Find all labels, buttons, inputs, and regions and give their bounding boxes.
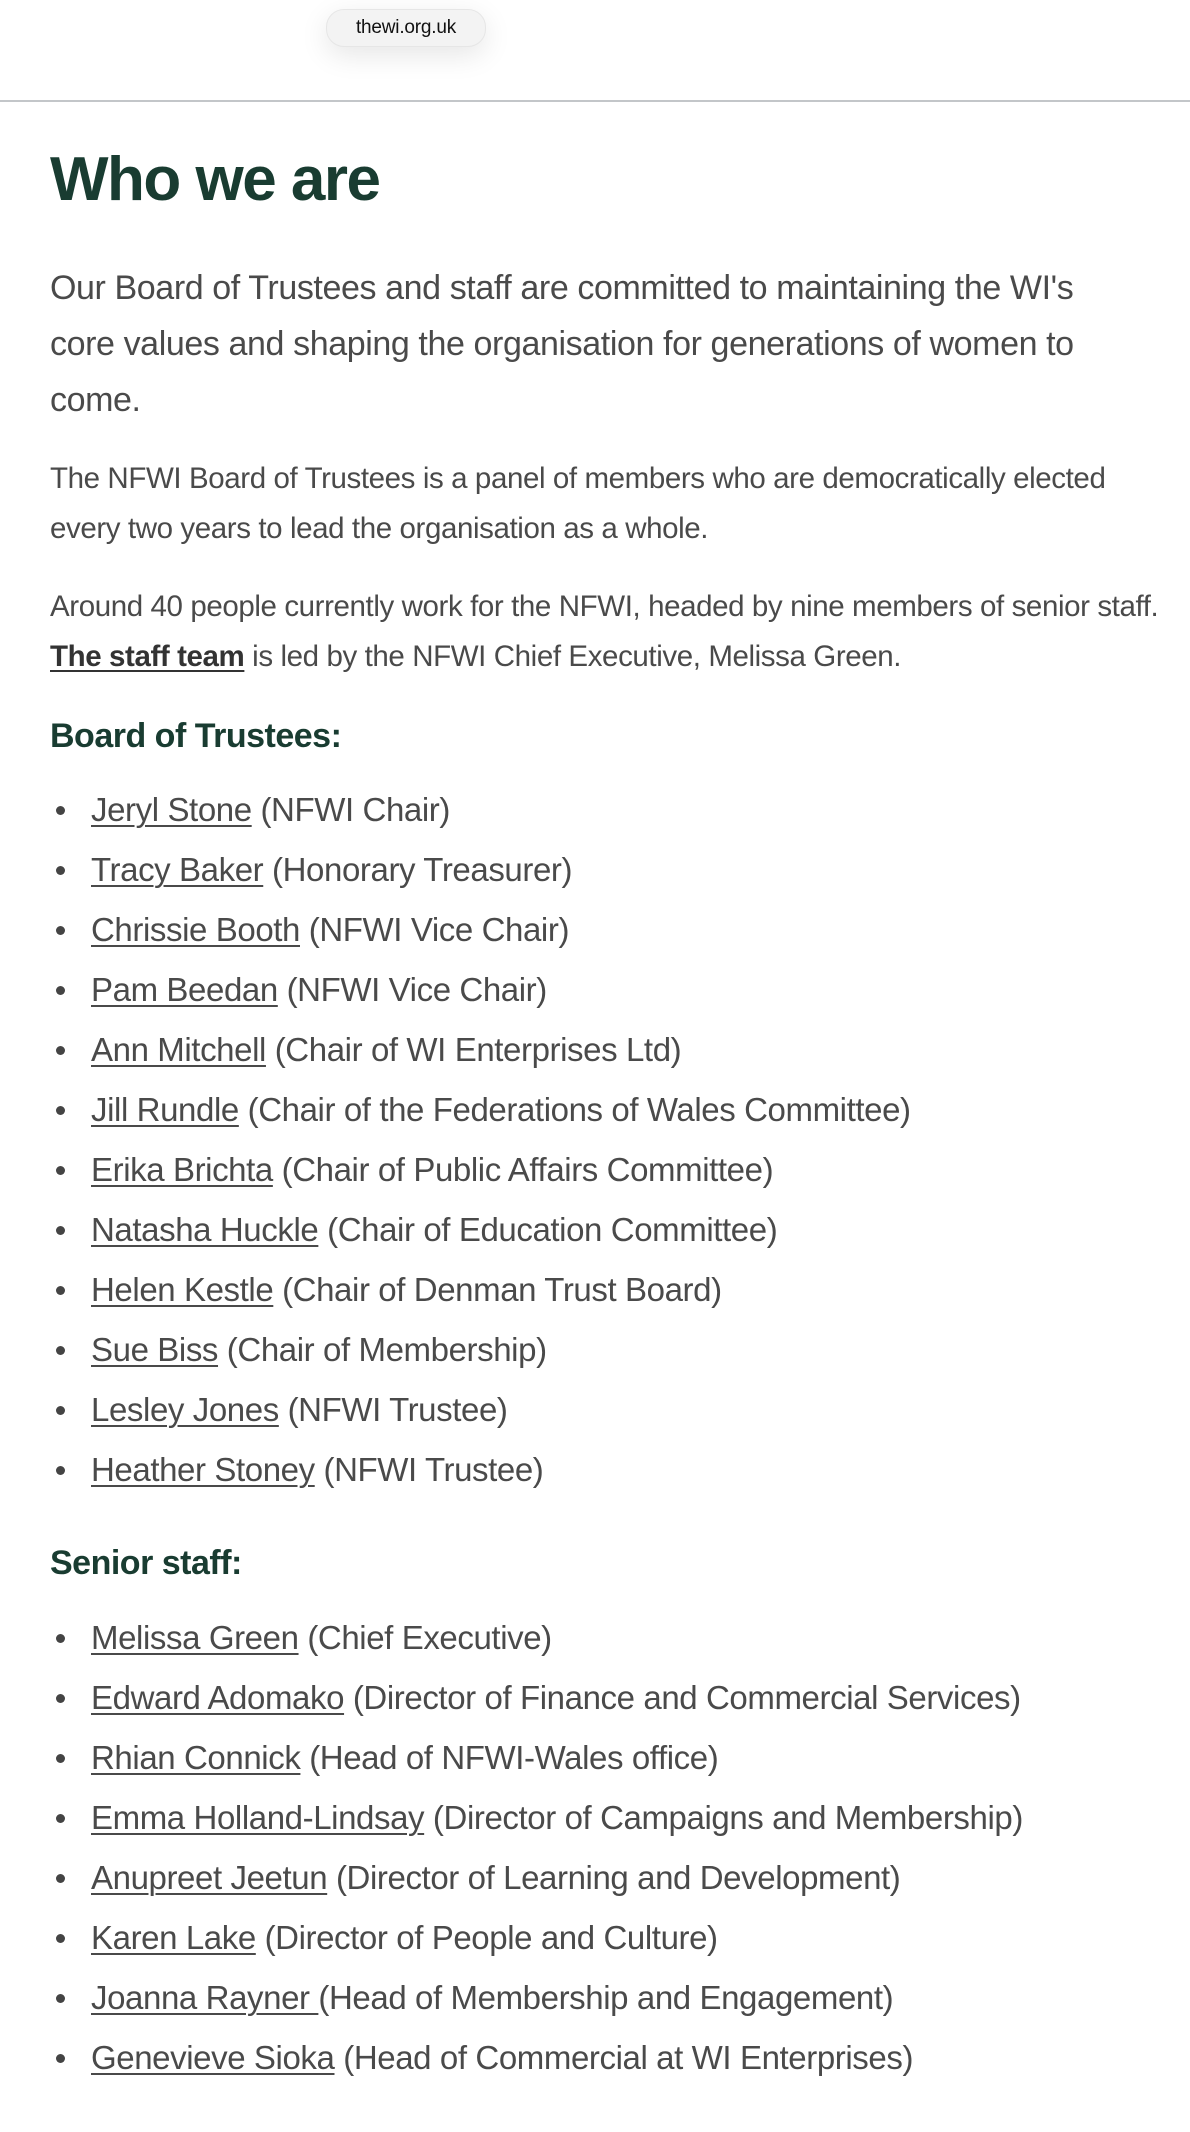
person-link[interactable]: Pam Beedan	[91, 971, 278, 1008]
bullet-icon	[56, 1754, 65, 1763]
trustee-list-item	[50, 1260, 1160, 1320]
trustee-list-item	[50, 1440, 1160, 1500]
staff-team-link[interactable]: The staff team	[50, 640, 245, 673]
staff-intro-text: Around 40 people currently work for the NFWI, headed by nine members of senior staff.	[50, 590, 1159, 623]
person-role: (Chair of Denman Trust Board)	[273, 1271, 722, 1308]
person-role: (NFWI Trustee)	[314, 1451, 544, 1488]
trustee-list-item	[50, 960, 1160, 1020]
staff-intro-text-end: is led by the NFWI Chief Executive, Melissa Green.	[244, 640, 902, 673]
staff-list-item	[50, 1908, 1160, 1968]
url-bar[interactable]	[326, 9, 486, 47]
trustee-list-item	[50, 780, 1160, 840]
staff-list-item	[50, 1848, 1160, 1908]
person-link[interactable]: Tracy Baker	[91, 851, 264, 888]
person-link[interactable]: Edward Adomako	[91, 1679, 345, 1716]
bullet-icon	[56, 926, 65, 935]
person-link[interactable]: Emma Holland-Lindsay	[91, 1799, 425, 1836]
person-role: (Director of Finance and Commercial Services)	[344, 1679, 1021, 1716]
person-role: (Head of Membership and Engagement)	[318, 1979, 894, 2016]
person-role: (NFWI Vice Chair)	[300, 911, 570, 948]
trustees-intro-paragraph: The NFWI Board of Trustees is a panel of members who are democratically elected every two years to lead the organisation as a whole.	[50, 462, 1106, 545]
bullet-icon	[56, 1106, 65, 1115]
bullet-icon	[56, 1994, 65, 2003]
person-link[interactable]: Sue Biss	[91, 1331, 219, 1368]
person-link[interactable]: Karen Lake	[91, 1919, 256, 1956]
bullet-icon	[56, 1466, 65, 1475]
trustee-list-item	[50, 1380, 1160, 1440]
person-role: (Chair of Education Committee)	[318, 1211, 778, 1248]
person-link[interactable]: Heather Stoney	[91, 1451, 315, 1488]
bullet-icon	[56, 986, 65, 995]
staff-list-item	[50, 1728, 1160, 1788]
url-text: thewi.org.uk	[355, 17, 457, 38]
person-role: (Chief Executive)	[298, 1619, 552, 1656]
trustee-list-item	[50, 1080, 1160, 1140]
person-link[interactable]: Chrissie Booth	[91, 911, 300, 948]
bullet-icon	[56, 1346, 65, 1355]
trustee-list-item	[50, 1320, 1160, 1380]
person-role: (NFWI Vice Chair)	[277, 971, 547, 1008]
bullet-icon	[56, 1814, 65, 1823]
person-role: (Director of Campaigns and Membership)	[424, 1799, 1023, 1836]
person-link[interactable]: Genevieve Sioka	[91, 2039, 335, 2076]
person-link[interactable]: Melissa Green	[91, 1619, 299, 1656]
trustee-list-item	[50, 900, 1160, 960]
person-link[interactable]: Jeryl Stone	[91, 791, 252, 828]
person-role: (Chair of Membership)	[218, 1331, 547, 1368]
trustees-heading: Board of Trustees:	[50, 717, 342, 755]
bullet-icon	[56, 806, 65, 815]
trustee-list-item	[50, 1140, 1160, 1200]
person-role: (Honorary Treasurer)	[263, 851, 573, 888]
staff-list-item	[50, 2028, 1160, 2088]
bullet-icon	[56, 866, 65, 875]
person-role: (NFWI Trustee)	[278, 1391, 508, 1428]
bullet-icon	[56, 2054, 65, 2063]
staff-list-item	[50, 1608, 1160, 1668]
bullet-icon	[56, 1406, 65, 1415]
bullet-icon	[56, 1166, 65, 1175]
bullet-icon	[56, 1874, 65, 1883]
bullet-icon	[56, 1634, 65, 1643]
person-role: (Chair of Public Affairs Committee)	[272, 1151, 774, 1188]
person-link[interactable]: Anupreet Jeetun	[91, 1859, 328, 1896]
person-link[interactable]: Erika Brichta	[91, 1151, 273, 1188]
person-role: (Director of Learning and Development)	[327, 1859, 901, 1896]
person-role: (Chair of the Federations of Wales Committee)	[238, 1091, 911, 1128]
bullet-icon	[56, 1934, 65, 1943]
lead-paragraph: Our Board of Trustees and staff are committed to maintaining the WI's core values and shaping the organisation for generations of women to come.	[50, 269, 1074, 419]
bullet-icon	[56, 1286, 65, 1295]
person-link[interactable]: Joanna Rayner	[91, 1979, 319, 2016]
person-role: (Director of People and Culture)	[255, 1919, 718, 1956]
bullet-icon	[56, 1694, 65, 1703]
senior-staff-list	[50, 1608, 1160, 2088]
person-link[interactable]: Jill Rundle	[91, 1091, 239, 1128]
person-link[interactable]: Helen Kestle	[91, 1271, 274, 1308]
person-role: (Chair of WI Enterprises Ltd)	[265, 1031, 682, 1068]
person-link[interactable]: Ann Mitchell	[91, 1031, 266, 1068]
trustee-list-item	[50, 840, 1160, 900]
trustees-list	[50, 780, 1160, 1500]
trustee-list-item	[50, 1020, 1160, 1080]
bullet-icon	[56, 1226, 65, 1235]
trustee-list-item	[50, 1200, 1160, 1260]
person-link[interactable]: Rhian Connick	[91, 1739, 301, 1776]
browser-top-bar	[0, 0, 1190, 102]
person-link[interactable]: Natasha Huckle	[91, 1211, 319, 1248]
staff-list-item	[50, 1668, 1160, 1728]
staff-list-item	[50, 1968, 1160, 2028]
person-link[interactable]: Lesley Jones	[91, 1391, 279, 1428]
bullet-icon	[56, 1046, 65, 1055]
person-role: (Head of NFWI-Wales office)	[300, 1739, 719, 1776]
page-title: Who we are	[50, 145, 380, 214]
staff-list-item	[50, 1788, 1160, 1848]
staff-intro-paragraph	[50, 582, 1160, 682]
senior-staff-heading: Senior staff:	[50, 1544, 242, 1582]
person-role: (NFWI Chair)	[251, 791, 450, 828]
person-role: (Head of Commercial at WI Enterprises)	[334, 2039, 914, 2076]
